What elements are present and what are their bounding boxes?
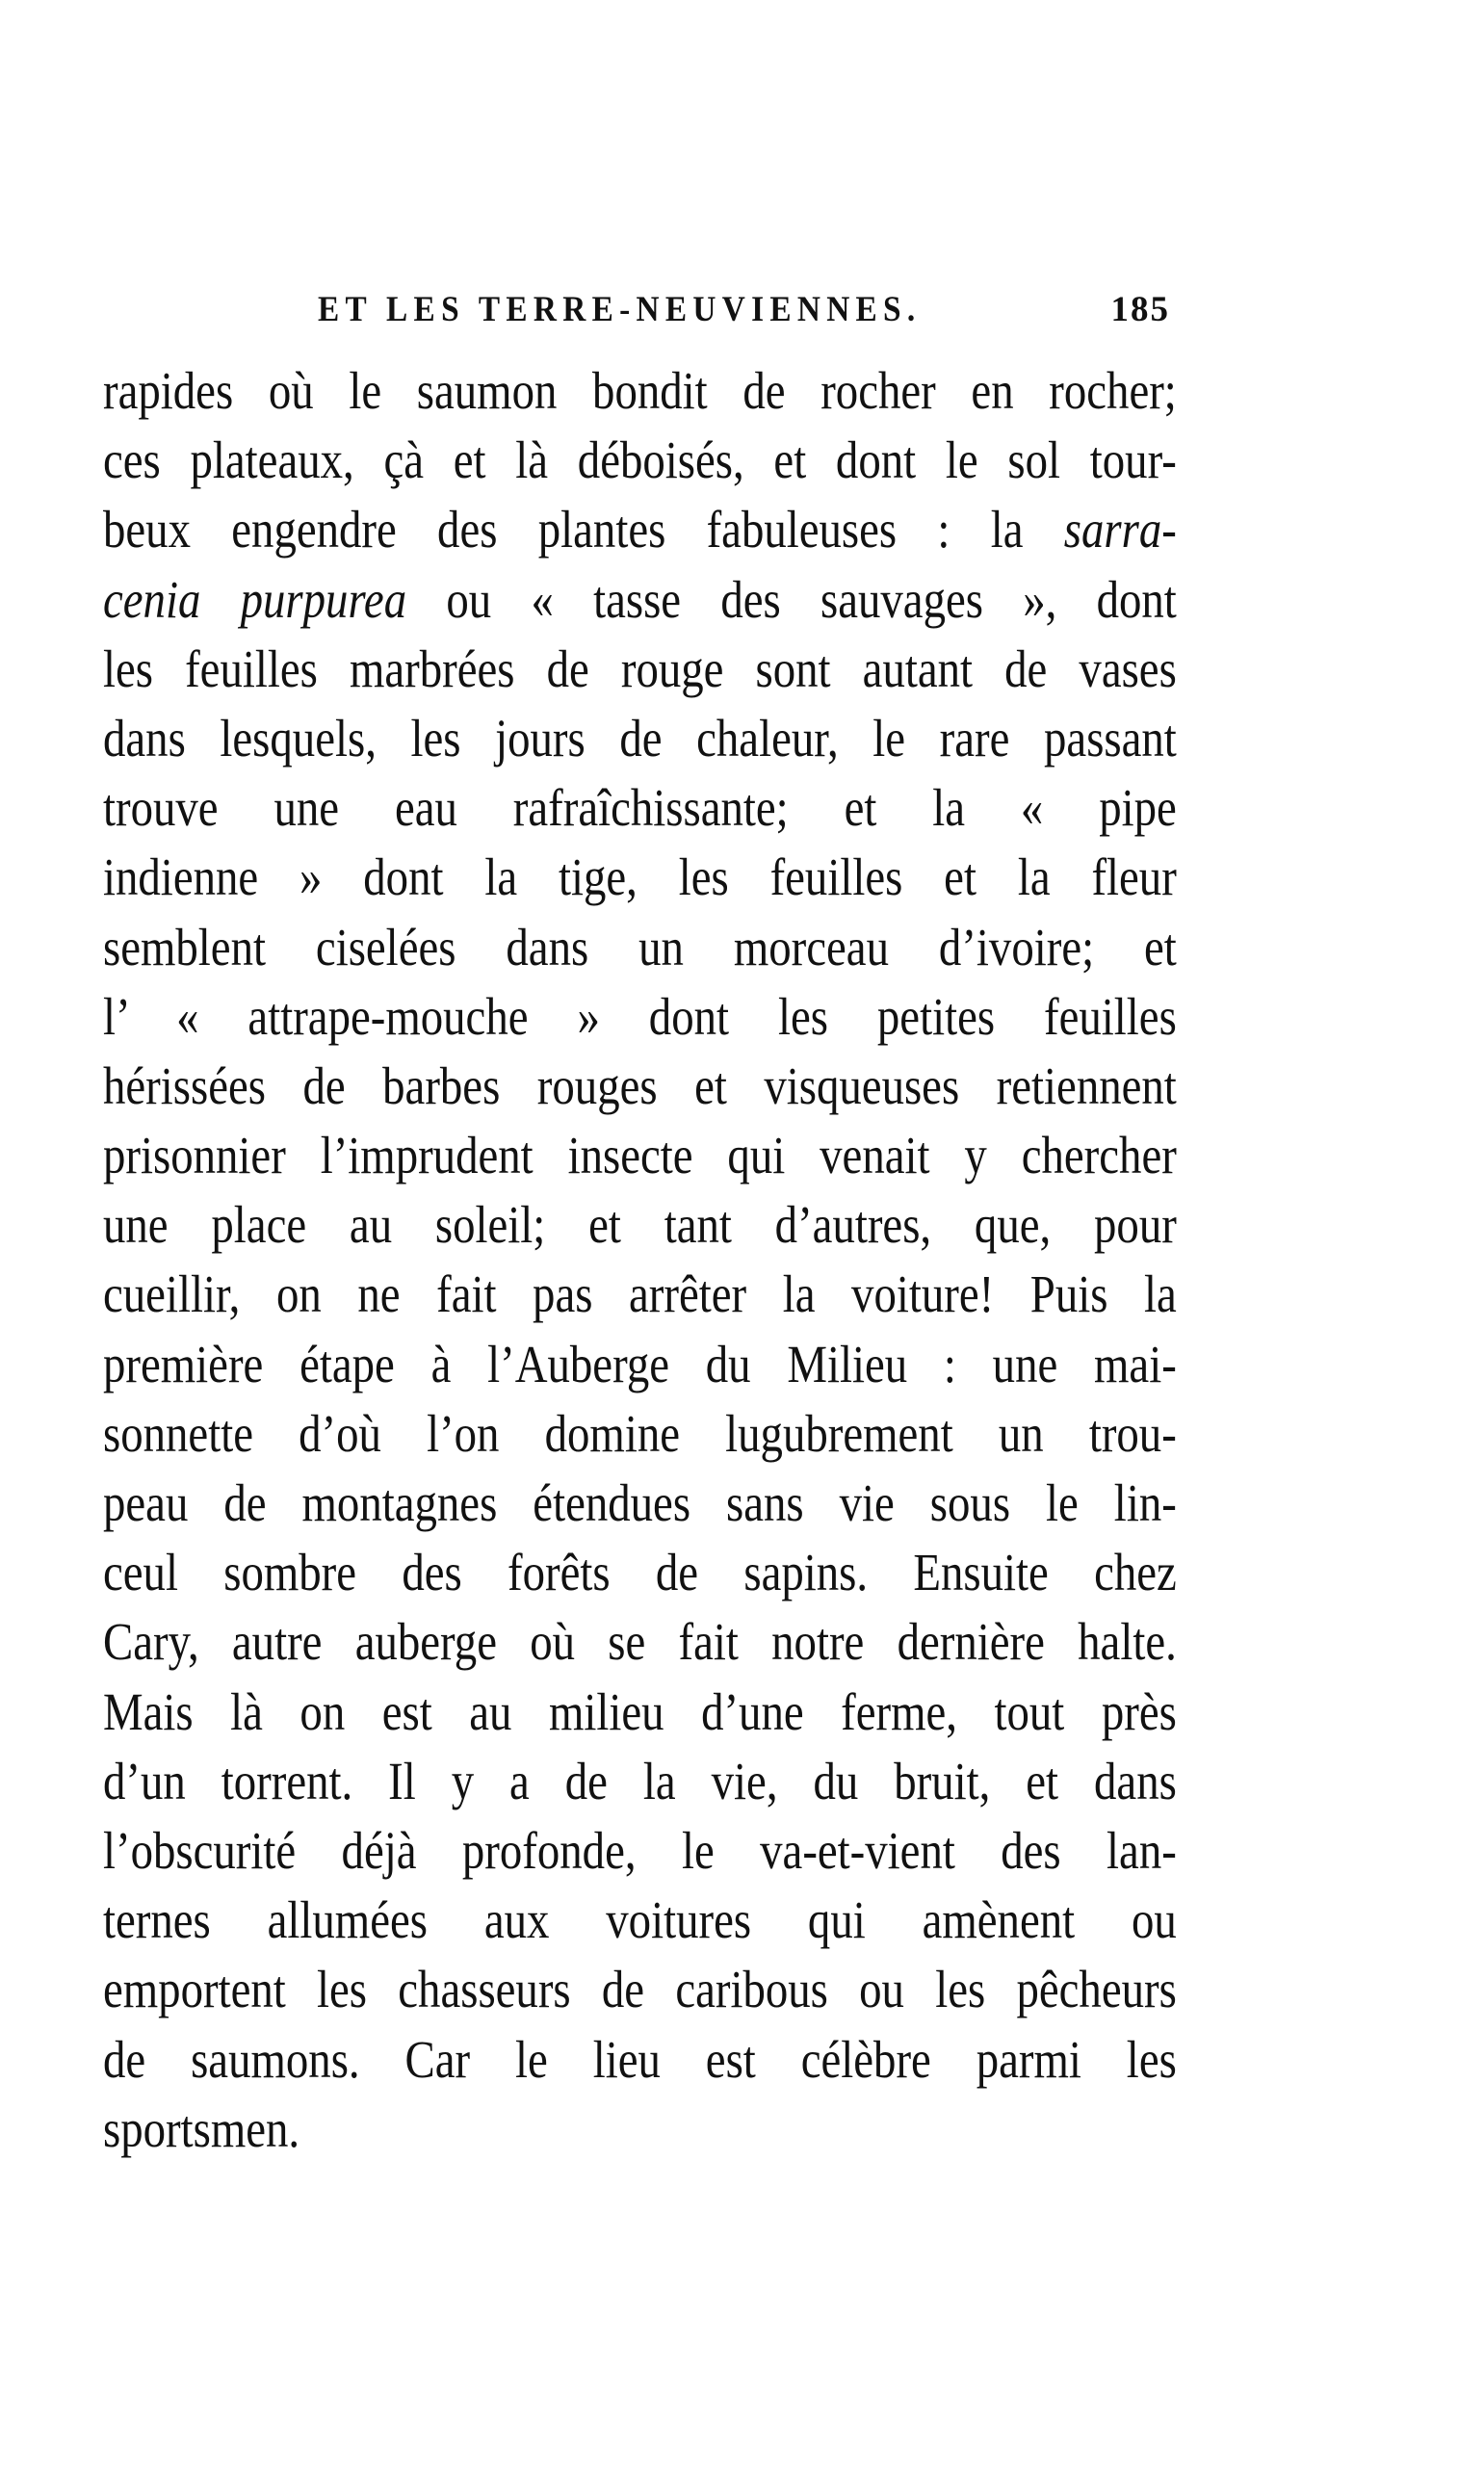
text-segment: sonnette d’où l’on domine lugubrement un trou- — [103, 1403, 1177, 1463]
text-line — [103, 1678, 1177, 1747]
text-segment: l’ « attrape-mouche » dont les petites feuilles — [103, 986, 1177, 1046]
text-segment: première étape à l’Auberge du Milieu : une mai- — [103, 1334, 1177, 1393]
text-segment: sportsmen. — [103, 2098, 300, 2158]
body-text — [103, 356, 1177, 2164]
text-segment: semblent ciselées dans un morceau d’ivoire; et — [103, 917, 1177, 976]
text-segment: ceul sombre des forêts de sapins. Ensuite chez — [103, 1543, 1177, 1602]
text-line — [103, 843, 1177, 912]
text-line — [103, 1052, 1177, 1121]
text-segment: ternes allumées aux voitures qui amènent ou — [103, 1890, 1177, 1950]
running-header — [318, 289, 1170, 337]
text-segment: trouve une eau rafraîchissante; et la « pipe — [103, 778, 1177, 838]
running-title: ET LES TERRE-NEUVIENNES. — [318, 290, 922, 329]
text-line — [103, 1399, 1177, 1469]
text-line — [103, 565, 1177, 635]
text-segment: cueillir, on ne fait pas arrêter la voiture! Puis la — [103, 1264, 1177, 1324]
text-segment: de saumons. Car le lieu est célèbre parmi les — [103, 2029, 1177, 2089]
text-segment: ou « tasse des sauvages », dont — [406, 569, 1177, 629]
text-line — [103, 2095, 1177, 2164]
text-line — [103, 2025, 1177, 2095]
text-line — [103, 1469, 1177, 1538]
text-segment: Mais là on est au milieu d’une ferme, tout près — [103, 1681, 1177, 1741]
text-line — [103, 1607, 1177, 1677]
text-segment: dans lesquels, les jours de chaleur, le rare passant — [103, 708, 1177, 768]
text-line — [103, 982, 1177, 1052]
text-segment: ces plateaux, çà et là déboisés, et dont le sol tour- — [103, 430, 1177, 490]
text-line — [103, 1538, 1177, 1607]
text-segment: les feuilles marbrées de rouge sont autant de vases — [103, 638, 1177, 698]
text-line — [103, 1747, 1177, 1816]
text-segment: indienne » dont la tige, les feuilles et la fleur — [103, 847, 1177, 907]
text-segment: emportent les chasseurs de caribous ou les pêcheurs — [103, 1960, 1177, 2019]
italic-text: cenia purpurea — [103, 569, 407, 629]
text-segment: prisonnier l’imprudent insecte qui venait y chercher — [103, 1126, 1177, 1185]
text-line — [103, 913, 1177, 982]
text-segment: hérissées de barbes rouges et visqueuses retiennent — [103, 1055, 1177, 1115]
text-line — [103, 495, 1177, 564]
text-segment: une place au soleil; et tant d’autres, que, pour — [103, 1195, 1177, 1255]
text-segment: beux engendre des plantes fabuleuses : la — [103, 500, 1064, 560]
text-line — [103, 356, 1177, 426]
text-segment: peau de montagnes étendues sans vie sous le lin- — [103, 1473, 1177, 1532]
text-line — [103, 1121, 1177, 1190]
text-segment: l’obscurité déjà profonde, le va-et-vient des lan- — [103, 1820, 1177, 1880]
text-line — [103, 704, 1177, 773]
italic-text: sarra- — [1063, 500, 1177, 560]
text-line — [103, 426, 1177, 495]
text-line — [103, 773, 1177, 843]
text-line — [103, 1330, 1177, 1399]
text-segment: Cary, autre auberge où se fait notre dernière halte. — [103, 1612, 1177, 1672]
text-segment: d’un torrent. Il y a de la vie, du bruit, et dans — [103, 1751, 1177, 1810]
page-number: 185 — [1110, 290, 1170, 329]
text-line — [103, 1886, 1177, 1955]
text-line — [103, 1260, 1177, 1329]
text-line — [103, 1816, 1177, 1886]
text-segment: rapides où le saumon bondit de rocher en rocher; — [103, 361, 1177, 420]
text-line — [103, 1190, 1177, 1260]
text-line — [103, 1955, 1177, 2024]
text-line — [103, 635, 1177, 704]
